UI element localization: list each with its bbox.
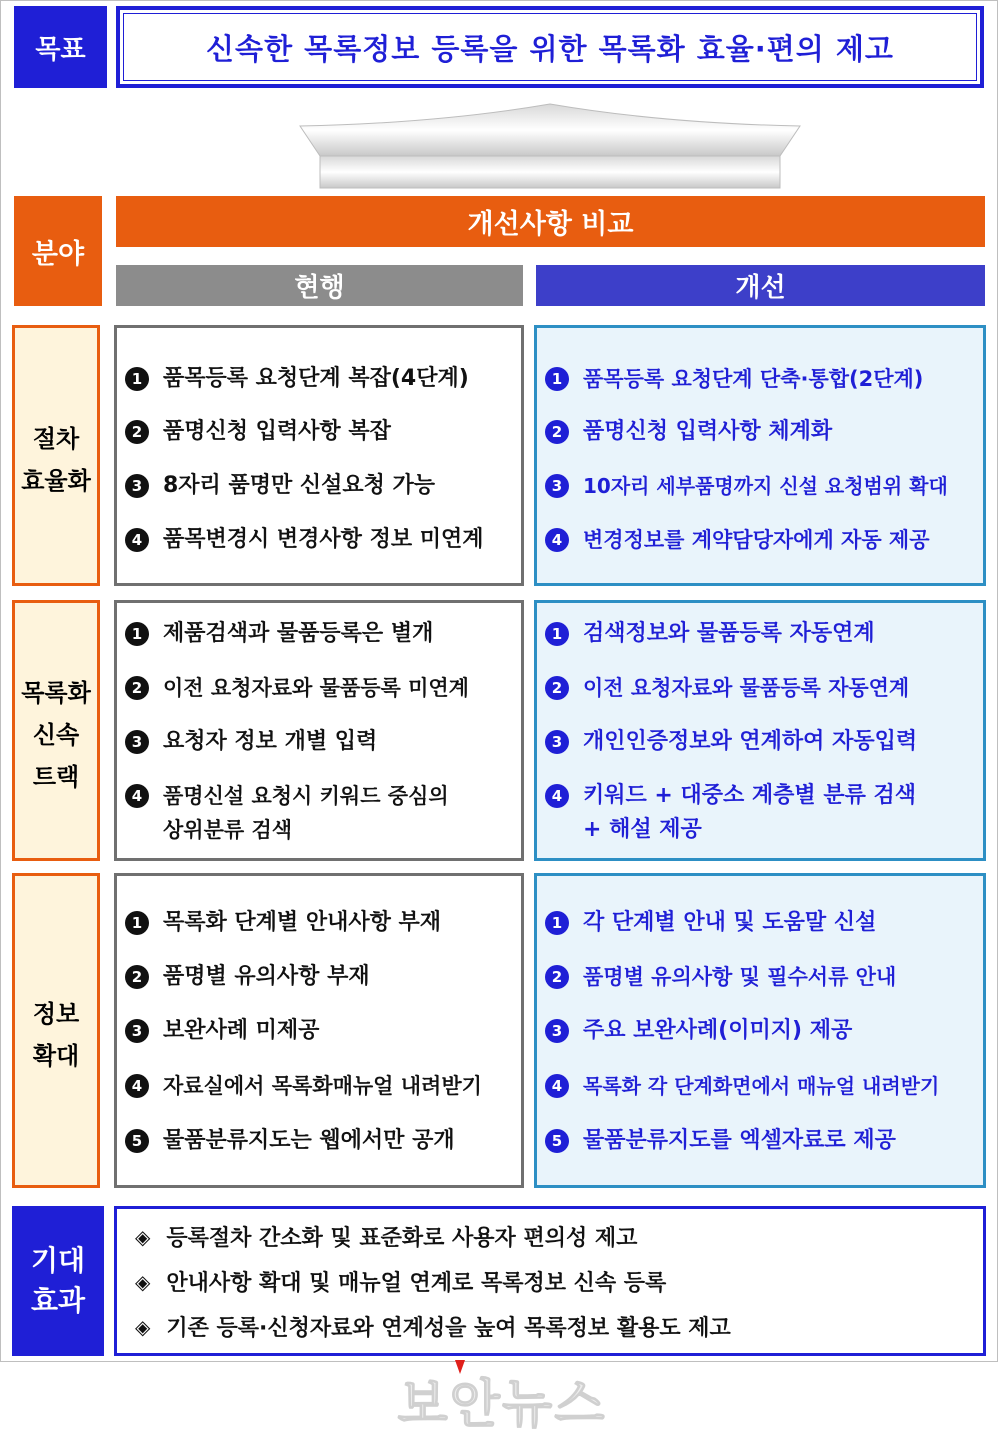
- goal-label: 목표: [14, 6, 107, 88]
- effect-label: 기대 효과: [12, 1206, 104, 1356]
- list-item: 3 보완사례 미제공: [125, 1014, 319, 1048]
- list-item: 4 자료실에서 목록화매뉴얼 내려받기: [125, 1069, 482, 1103]
- section-procedure-improved: [534, 325, 986, 586]
- list-item: 1 각 단계별 안내 및 도움말 신설: [545, 906, 876, 940]
- list-item: 4 목록화 각 단계화면에서 매뉴얼 내려받기: [545, 1069, 939, 1103]
- section-label-info-expansion: 정보 확대: [12, 873, 100, 1188]
- column-improved-header: 개선: [536, 265, 985, 306]
- list-item: 4 품명신설 요청시 키워드 중심의 상위분류 검색: [125, 779, 449, 847]
- effect-item: ◈ 기존 등록·신청자료와 연계성을 높여 목록정보 활용도 제고: [135, 1314, 731, 1341]
- section-info-improved: [534, 873, 986, 1188]
- list-item: 2 품명신청 입력사항 체계화: [545, 415, 832, 449]
- list-item: 4 키워드 + 대중소 계층별 분류 검색 + 해설 제공: [545, 779, 916, 847]
- list-item: 1 목록화 단계별 안내사항 부재: [125, 906, 441, 940]
- list-item: 5 물품분류지도를 엑셀자료로 제공: [545, 1124, 896, 1158]
- list-item: 2 품명별 유의사항 및 필수서류 안내: [545, 960, 896, 994]
- list-item: 3 요청자 정보 개별 입력: [125, 725, 377, 759]
- section-procedure-current: [114, 325, 524, 586]
- list-item: 3 10자리 세부품명까지 신설 요청범위 확대: [545, 469, 948, 503]
- list-item: 4 변경정보를 계약담당자에게 자동 제공: [545, 523, 930, 557]
- list-item: 1 검색정보와 물품등록 자동연계: [545, 617, 875, 651]
- up-arrow-icon: [280, 96, 820, 192]
- list-item: 3 개인인증정보와 연계하여 자동입력: [545, 725, 917, 759]
- list-item: 3 주요 보완사례(이미지) 제공: [545, 1014, 852, 1048]
- field-label: 분야: [14, 196, 102, 306]
- list-item: 2 이전 요청자료와 물품등록 미연계: [125, 671, 469, 705]
- list-item: 2 이전 요청자료와 물품등록 자동연계: [545, 671, 909, 705]
- list-item: 1 품목등록 요청단계 복잡(4단계): [125, 362, 469, 396]
- section-label-fast-track: 목록화 신속 트랙: [12, 600, 100, 861]
- effect-item: ◈ 등록절차 간소화 및 표준화로 사용자 편의성 제고: [135, 1224, 638, 1251]
- list-item: 2 품명별 유의사항 부재: [125, 960, 370, 994]
- diamond-bullet-icon: ◈: [135, 1269, 151, 1294]
- section-info-current: [114, 873, 524, 1188]
- section-fast-track-improved: [534, 600, 986, 861]
- compare-header: 개선사항 비교: [116, 196, 985, 247]
- diamond-bullet-icon: ◈: [135, 1224, 151, 1249]
- goal-box: [116, 6, 984, 88]
- list-item: 1 제품검색과 물품등록은 별개: [125, 617, 433, 651]
- effect-box: [114, 1206, 986, 1356]
- effect-item: ◈ 안내사항 확대 및 매뉴얼 연계로 목록정보 신속 등록: [135, 1269, 667, 1296]
- watermark-logo: 보안뉴스: [397, 1375, 607, 1435]
- list-item: 5 물품분류지도는 웹에서만 공개: [125, 1124, 455, 1158]
- list-item: 3 8자리 품명만 신설요청 가능: [125, 469, 435, 503]
- column-current-header: 현행: [116, 265, 523, 306]
- section-fast-track-current: [114, 600, 524, 861]
- list-item: 2 품명신청 입력사항 복잡: [125, 415, 391, 449]
- diamond-bullet-icon: ◈: [135, 1314, 151, 1339]
- list-item: 1 품목등록 요청단계 단축·통합(2단계): [545, 362, 923, 396]
- goal-text: 신속한 목록정보 등록을 위한 목록화 효율·편의 제고: [206, 31, 894, 66]
- list-item: 4 품목변경시 변경사항 정보 미연계: [125, 523, 484, 557]
- section-label-procedure: 절차 효율화: [12, 325, 100, 586]
